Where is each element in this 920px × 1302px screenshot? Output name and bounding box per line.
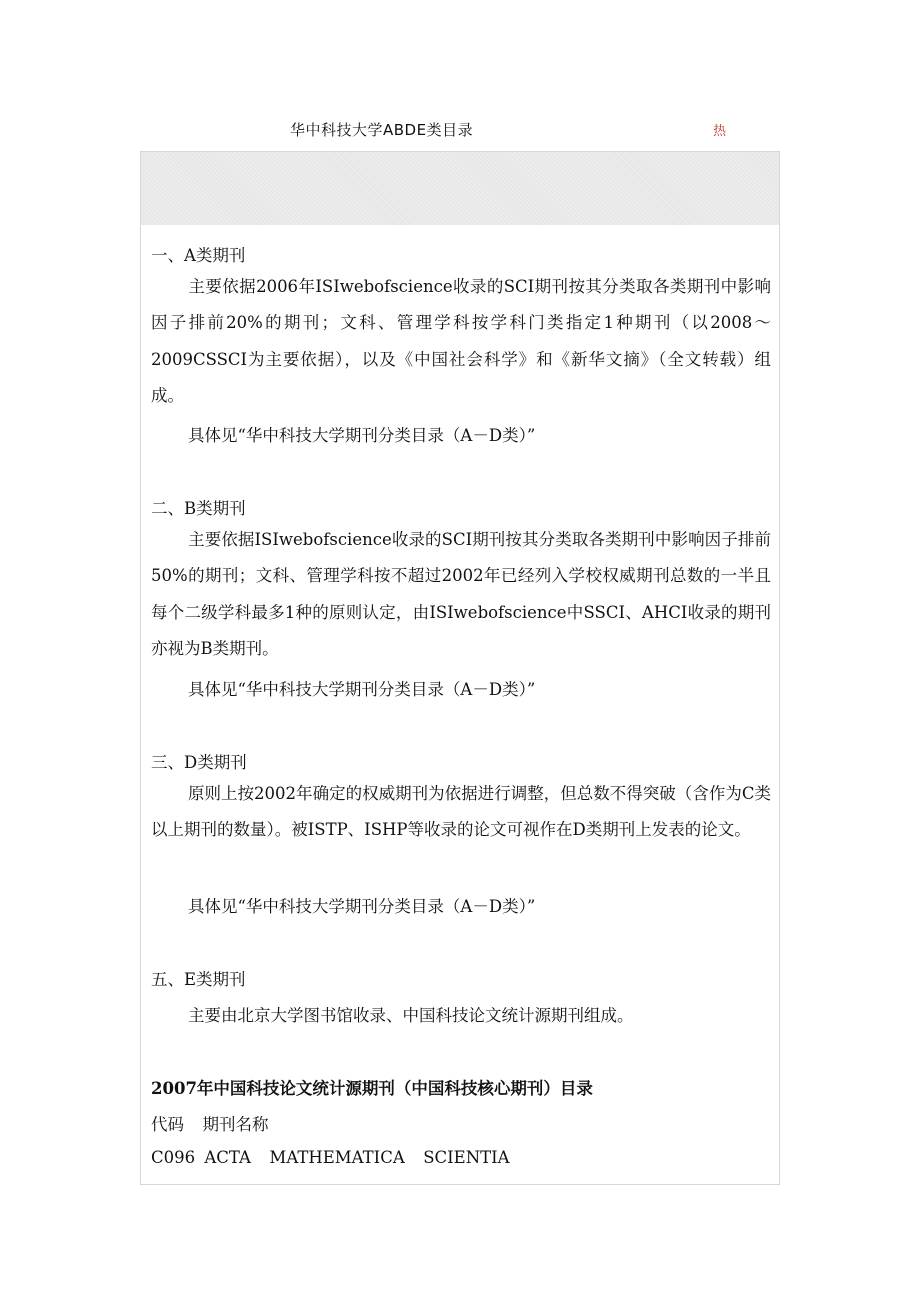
section-b-text: 主要依据ISIwebofscience收录的SCI期刊按其分类取各类期刊中影响因子排前50%的期刊；文科、管理学科按不超过2002年已经列入学校权威期刊总数的一半且每个二级学科最多1种的原则认定，由ISIwebofscience中SSCI、AHCI收录的期刊亦视为B类期刊。 (151, 530, 771, 658)
banner-placeholder (141, 152, 779, 225)
section-a-text: 主要依据2006年ISIwebofscience收录的SCI期刊按其分类取各类期刊中影响因子排前20%的期刊；文科、管理学科按学科门类指定1种期刊（以2008～2009CSSCI为主要依据），以及《中国社会科学》和《新华文摘》（全文转载）组成。 (151, 277, 771, 405)
section-b-ref: 具体见“华中科技大学期刊分类目录（A－D类）” (188, 680, 536, 699)
section-d-heading: 三、D类期刊 (151, 753, 247, 772)
document-title: 华中科技大学ABDE类目录 (290, 121, 474, 139)
section-e-heading: 五、E类期刊 (151, 970, 246, 989)
section-e-body: 主要由北京大学图书馆收录、中国科技论文统计源期刊组成。 (188, 1006, 634, 1025)
catalog-columns: 代码 期刊名称 (151, 1115, 269, 1134)
section-d-ref: 具体见“华中科技大学期刊分类目录（A－D类）” (188, 897, 536, 916)
content-box (140, 151, 780, 1185)
catalog-row-name: ACTA MATHEMATICA SCIENTIA (204, 1148, 510, 1167)
section-d-text: 原则上按2002年确定的权威期刊为依据进行调整，但总数不得突破（含作为C类以上期刊的数量）。被ISTP、ISHP等收录的论文可视作在D类期刊上发表的论文。 (151, 784, 771, 840)
catalog-row-code: C096 (151, 1148, 196, 1167)
catalog-title: 2007年中国科技论文统计源期刊（中国科技核心期刊）目录 (151, 1079, 593, 1098)
section-a-body (151, 269, 771, 414)
section-b-body (151, 522, 771, 667)
section-b-heading: 二、B类期刊 (151, 499, 246, 518)
title-row (0, 119, 920, 143)
catalog-row (151, 1148, 510, 1167)
section-d-body (151, 776, 771, 849)
section-a-ref: 具体见“华中科技大学期刊分类目录（A－D类）” (188, 426, 536, 445)
hot-badge[interactable]: 热 (713, 124, 727, 139)
section-a-heading: 一、A类期刊 (151, 246, 246, 265)
